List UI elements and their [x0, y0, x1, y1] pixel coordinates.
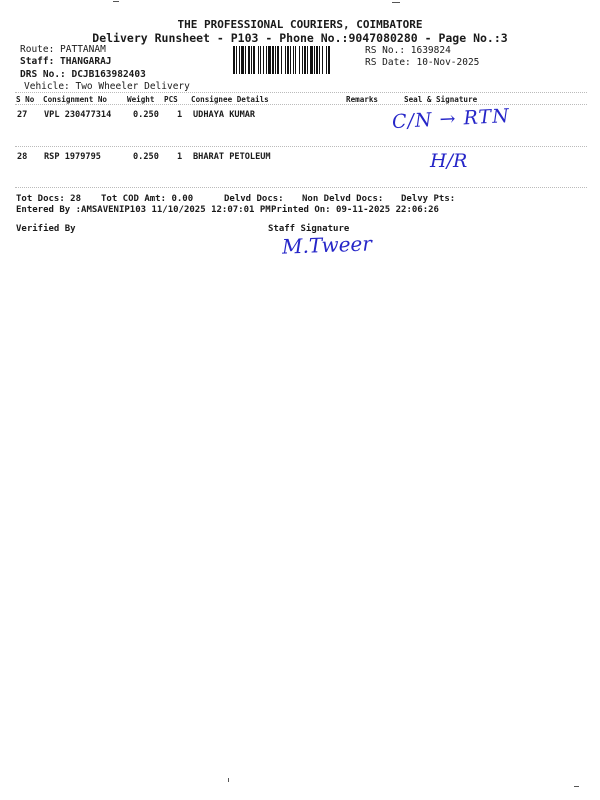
- row-weight: 0.250: [133, 110, 159, 120]
- row-sno: 27: [17, 110, 28, 120]
- col-header-remarks: Remarks: [346, 95, 379, 104]
- non-delivered-docs: Non Delvd Docs:: [302, 194, 384, 204]
- route-label: Route: PATTANAM: [20, 44, 106, 55]
- col-header-sno: S No: [16, 95, 35, 104]
- row-sno: 28: [17, 152, 28, 162]
- col-header-seal-signature: Seal & Signature: [404, 95, 478, 104]
- scan-speck: [113, 1, 119, 2]
- col-header-consignee: Consignee Details: [191, 95, 269, 104]
- staff-signature-label: Staff Signature: [268, 224, 350, 234]
- row-consignment-no: VPL 230477314: [44, 110, 112, 120]
- col-header-consignment: Consignment No: [43, 95, 108, 104]
- row-consignment-no: RSP 1979795: [44, 152, 101, 162]
- divider: [15, 146, 587, 147]
- company-title: THE PROFESSIONAL COURIERS, COIMBATORE: [177, 18, 423, 31]
- delivery-points: Delvy Pts:: [401, 194, 456, 204]
- row-consignee: BHARAT PETOLEUM: [193, 152, 271, 162]
- runsheet-subtitle: Delivery Runsheet - P103 - Phone No.:9047080280 - Page No.:3: [92, 31, 508, 45]
- rs-date: RS Date: 10-Nov-2025: [365, 57, 480, 68]
- row-handwritten-signature: C/N → RTN: [391, 104, 511, 134]
- row-pcs: 1: [177, 152, 183, 162]
- vehicle-label: Vehicle: Two Wheeler Delivery: [24, 81, 190, 92]
- total-cod-amount: Tot COD Amt: 0.00: [101, 194, 194, 204]
- barcode-image: [233, 46, 361, 74]
- col-header-pcs: PCS: [164, 95, 178, 104]
- col-header-weight: Weight: [127, 95, 155, 104]
- delivered-docs: Delvd Docs:: [224, 194, 284, 204]
- staff-handwritten-signature: M.Tweer: [281, 231, 373, 259]
- scan-speck: [574, 786, 579, 787]
- staff-label: Staff: THANGARAJ: [20, 56, 112, 67]
- printed-on: Printed On: 09-11-2025 22:06:26: [271, 205, 439, 215]
- scan-speck: [228, 778, 229, 782]
- scan-speck: [392, 2, 400, 3]
- divider: [15, 187, 587, 188]
- entered-by: Entered By :AMSAVENIP103 11/10/2025 12:07:01 PM: [16, 205, 271, 215]
- rs-number: RS No.: 1639824: [365, 45, 451, 56]
- row-handwritten-signature: H/R: [430, 150, 468, 172]
- row-pcs: 1: [177, 110, 183, 120]
- divider: [15, 92, 587, 93]
- total-docs: Tot Docs: 28: [16, 194, 82, 204]
- drs-label: DRS No.: DCJB163982403: [20, 69, 146, 80]
- verified-by-label: Verified By: [16, 224, 76, 234]
- row-consignee: UDHAYA KUMAR: [193, 110, 256, 120]
- row-weight: 0.250: [133, 152, 159, 162]
